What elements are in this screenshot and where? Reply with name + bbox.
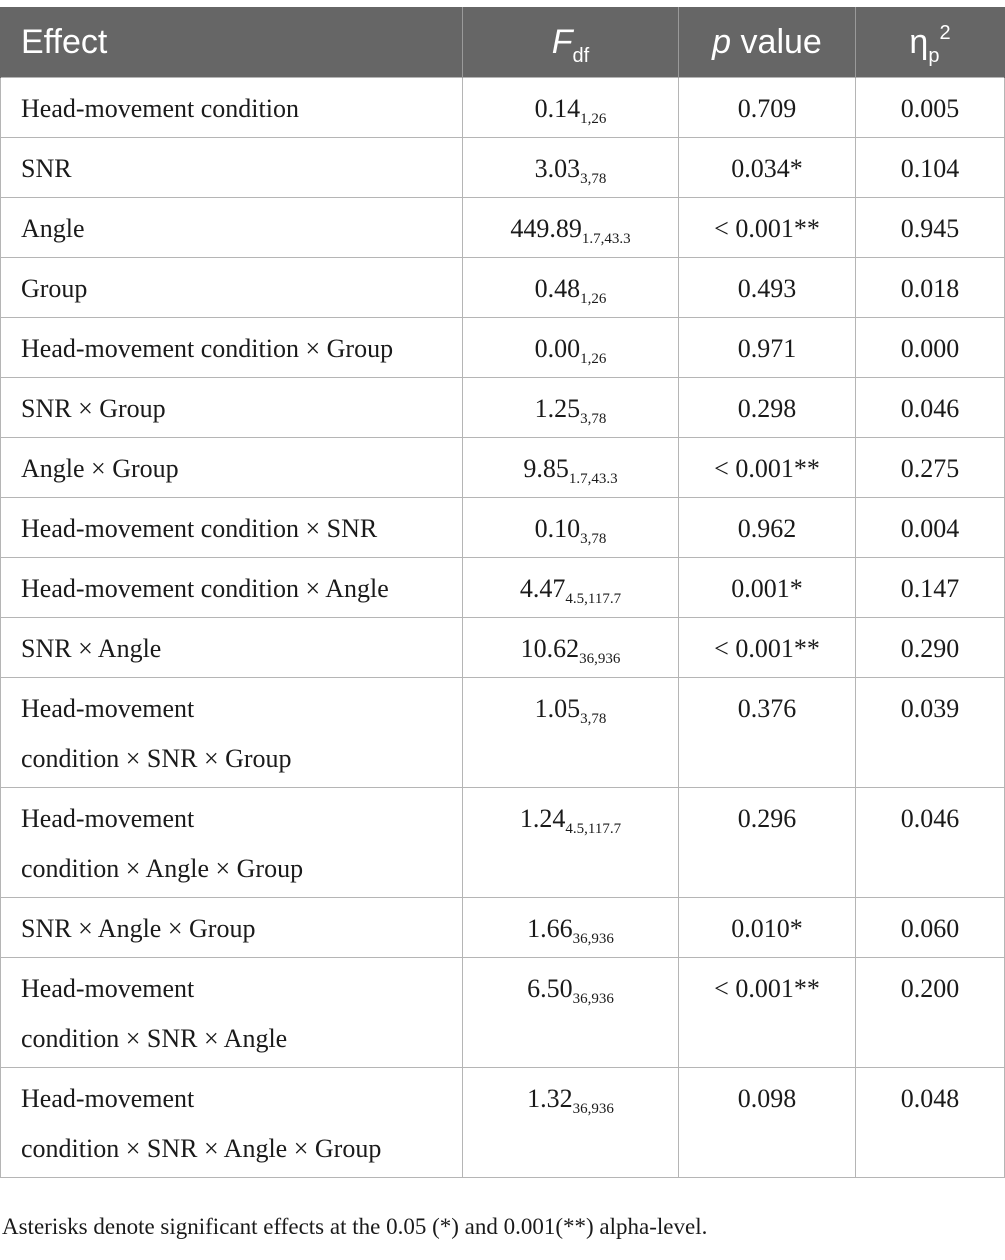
- effect-label: Group: [21, 274, 88, 303]
- table-row: [1, 78, 1005, 138]
- f-statistic-cell: [463, 958, 679, 1068]
- table-row: [1, 958, 1005, 1068]
- effect-label: condition × SNR × Angle × Group: [21, 1134, 382, 1163]
- table-row: [1, 898, 1005, 958]
- table-row: [1, 318, 1005, 378]
- effect-label: Head-movement: [21, 974, 195, 1003]
- eta-squared-cell: 0.039: [856, 678, 1005, 788]
- degrees-of-freedom: 36,936: [579, 651, 621, 667]
- f-value: 9.85: [523, 454, 569, 483]
- effect-label: Head-movement: [21, 694, 195, 723]
- degrees-of-freedom: 1,26: [580, 351, 607, 367]
- results-table: [0, 7, 1005, 1178]
- header-eta: [856, 7, 1005, 78]
- p-value-cell: 0.010*: [679, 898, 856, 958]
- table-row: [1, 788, 1005, 898]
- f-value: 0.14: [534, 94, 581, 123]
- table-body: [1, 78, 1005, 1178]
- table-row: [1, 438, 1005, 498]
- table-row: [1, 558, 1005, 618]
- p-value-cell: 0.098: [679, 1068, 856, 1178]
- p-value-cell: 0.376: [679, 678, 856, 788]
- f-statistic-cell: [463, 618, 679, 678]
- p-value-cell: < 0.001**: [679, 958, 856, 1068]
- effect-label: SNR × Angle × Group: [21, 914, 256, 943]
- f-statistic-cell: [463, 198, 679, 258]
- f-statistic-cell: [463, 138, 679, 198]
- effect-label: Head-movement: [21, 1084, 195, 1113]
- f-value: 1.25: [534, 394, 581, 423]
- degrees-of-freedom: 4.5,117.7: [565, 591, 622, 607]
- eta-squared-cell: 0.200: [856, 958, 1005, 1068]
- p-value-cell: 0.709: [679, 78, 856, 138]
- effect-cell: [1, 438, 463, 498]
- degrees-of-freedom: 4.5,117.7: [565, 821, 622, 837]
- f-value: 0.48: [534, 274, 581, 303]
- header-effect: Effect: [1, 7, 463, 78]
- effect-cell: [1, 198, 463, 258]
- f-statistic-cell: [463, 438, 679, 498]
- effect-cell: [1, 258, 463, 318]
- f-statistic-cell: [463, 498, 679, 558]
- f-value: 0.10: [534, 514, 581, 543]
- f-statistic-cell: [463, 378, 679, 438]
- effect-cell: [1, 78, 463, 138]
- degrees-of-freedom: 3,78: [580, 171, 607, 187]
- effect-label: Head-movement condition: [21, 94, 299, 123]
- f-statistic-cell: [463, 678, 679, 788]
- header-f-df: [463, 7, 679, 78]
- eta-squared-cell: 0.004: [856, 498, 1005, 558]
- f-statistic-cell: [463, 78, 679, 138]
- f-statistic-cell: [463, 1068, 679, 1178]
- effect-cell: [1, 558, 463, 618]
- eta-squared-cell: 0.018: [856, 258, 1005, 318]
- effect-label: Head-movement condition × Group: [21, 334, 394, 363]
- table-row: [1, 258, 1005, 318]
- effect-cell: [1, 788, 463, 898]
- effect-label: SNR × Angle: [21, 634, 162, 663]
- eta-squared-cell: 0.275: [856, 438, 1005, 498]
- eta-squared-cell: 0.005: [856, 78, 1005, 138]
- effect-label: condition × SNR × Group: [21, 744, 292, 773]
- degrees-of-freedom: 3,78: [580, 411, 607, 427]
- effect-label: Angle × Group: [21, 454, 179, 483]
- f-statistic-cell: [463, 898, 679, 958]
- degrees-of-freedom: 1.7,43.3: [568, 471, 618, 487]
- degrees-of-freedom: 1.7,43.3: [581, 231, 631, 247]
- f-value: 10.62: [520, 634, 580, 663]
- header-eta-superscript: 2: [939, 21, 951, 44]
- effect-cell: [1, 678, 463, 788]
- degrees-of-freedom: 36,936: [572, 1101, 614, 1117]
- effect-label: Head-movement condition × Angle: [21, 574, 389, 603]
- degrees-of-freedom: 3,78: [580, 711, 607, 727]
- eta-squared-cell: 0.147: [856, 558, 1005, 618]
- eta-squared-cell: 0.046: [856, 788, 1005, 898]
- f-value: 4.47: [519, 574, 566, 603]
- effect-cell: [1, 898, 463, 958]
- degrees-of-freedom: 36,936: [572, 991, 614, 1007]
- header-f-symbol: F: [551, 22, 573, 61]
- table-row: [1, 378, 1005, 438]
- eta-squared-cell: 0.290: [856, 618, 1005, 678]
- eta-squared-cell: 0.048: [856, 1068, 1005, 1178]
- f-statistic-cell: [463, 258, 679, 318]
- table-row: [1, 498, 1005, 558]
- effect-label: condition × Angle × Group: [21, 854, 304, 883]
- header-p-value: [679, 7, 856, 78]
- degrees-of-freedom: 3,78: [580, 531, 607, 547]
- header-p-symbol: p: [712, 22, 732, 61]
- table-row: [1, 198, 1005, 258]
- p-value-cell: 0.298: [679, 378, 856, 438]
- eta-squared-cell: 0.104: [856, 138, 1005, 198]
- f-value: 6.50: [527, 974, 573, 1003]
- effect-label: Head-movement condition × SNR: [21, 514, 378, 543]
- effect-cell: [1, 618, 463, 678]
- f-statistic-cell: [463, 558, 679, 618]
- effect-cell: [1, 378, 463, 438]
- effect-label: SNR × Group: [21, 394, 166, 423]
- f-statistic-cell: [463, 788, 679, 898]
- table-row: [1, 618, 1005, 678]
- header-eta-subscript: p: [928, 44, 940, 67]
- f-value: 3.03: [534, 154, 581, 183]
- p-value-cell: 0.962: [679, 498, 856, 558]
- f-statistic-cell: [463, 318, 679, 378]
- degrees-of-freedom: 1,26: [580, 291, 607, 307]
- f-value: 1.66: [527, 914, 573, 943]
- effect-label: Angle: [21, 214, 85, 243]
- degrees-of-freedom: 1,26: [580, 111, 607, 127]
- effect-cell: [1, 1068, 463, 1178]
- eta-squared-cell: 0.000: [856, 318, 1005, 378]
- p-value-cell: < 0.001**: [679, 438, 856, 498]
- effect-cell: [1, 318, 463, 378]
- f-value: 1.05: [534, 694, 581, 723]
- f-value: 1.24: [519, 804, 566, 833]
- eta-squared-cell: 0.945: [856, 198, 1005, 258]
- header-row: [1, 7, 1005, 78]
- p-value-cell: 0.971: [679, 318, 856, 378]
- p-value-cell: < 0.001**: [679, 618, 856, 678]
- header-eta-symbol: η: [909, 22, 929, 61]
- header-f-subscript: df: [572, 44, 590, 67]
- effect-cell: [1, 138, 463, 198]
- p-value-cell: < 0.001**: [679, 198, 856, 258]
- effect-cell: [1, 958, 463, 1068]
- p-value-cell: 0.493: [679, 258, 856, 318]
- p-value-cell: 0.034*: [679, 138, 856, 198]
- eta-squared-cell: 0.060: [856, 898, 1005, 958]
- f-value: 0.00: [534, 334, 581, 363]
- p-value-cell: 0.296: [679, 788, 856, 898]
- table-footnote: Asterisks denote significant effects at the 0.05 (*) and 0.001(**) alpha-level.: [2, 1214, 708, 1239]
- table-row: [1, 138, 1005, 198]
- effect-cell: [1, 498, 463, 558]
- effect-label: condition × SNR × Angle: [21, 1024, 288, 1053]
- table-row: [1, 1068, 1005, 1178]
- header-p-label: value: [731, 22, 822, 61]
- degrees-of-freedom: 36,936: [572, 931, 614, 947]
- p-value-cell: 0.001*: [679, 558, 856, 618]
- f-value: 1.32: [527, 1084, 573, 1113]
- effect-label: Head-movement: [21, 804, 195, 833]
- f-value: 449.89: [510, 214, 582, 243]
- effect-label: SNR: [21, 154, 72, 183]
- table-row: [1, 678, 1005, 788]
- table-header: [1, 7, 1005, 78]
- eta-squared-cell: 0.046: [856, 378, 1005, 438]
